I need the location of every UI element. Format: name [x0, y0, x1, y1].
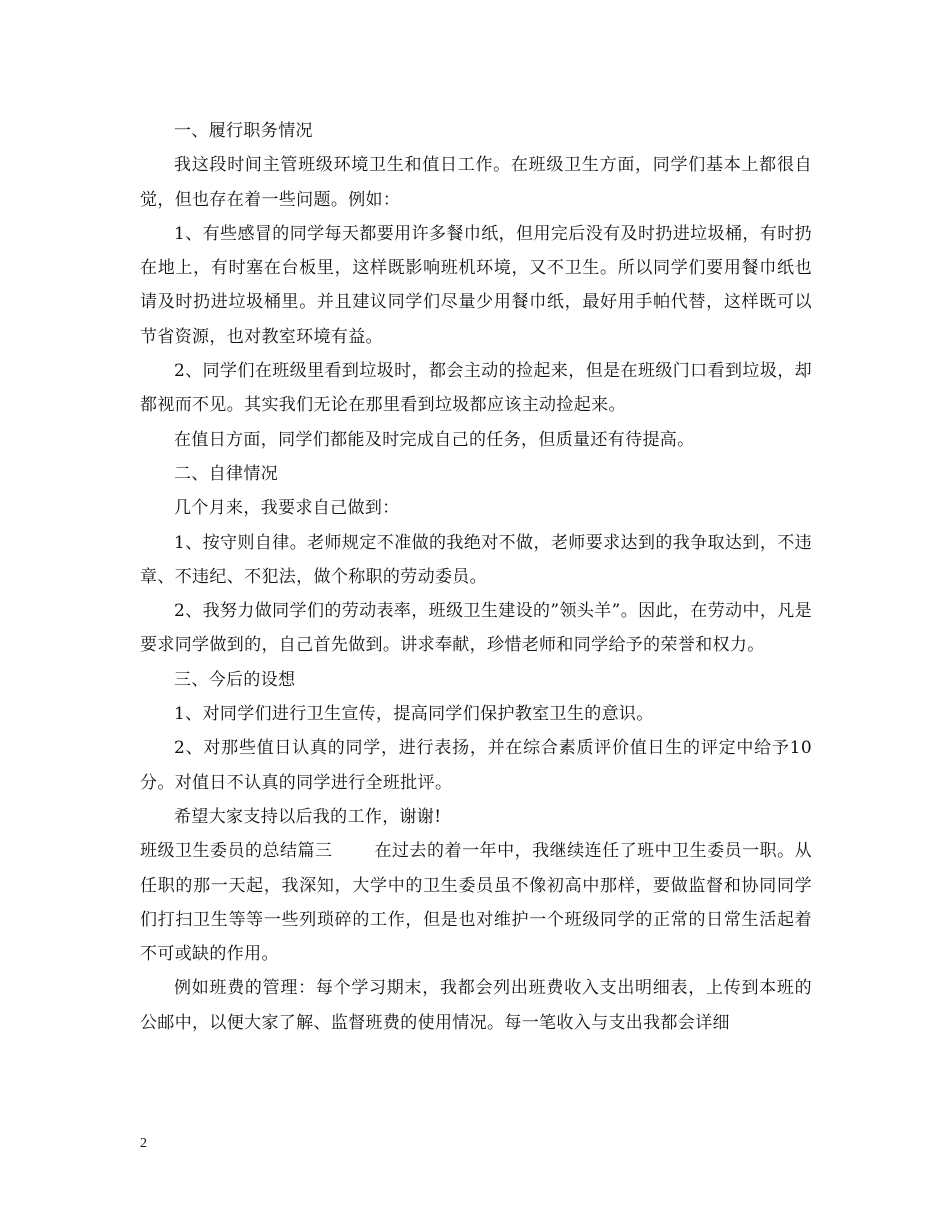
section3-text: 在过去的着一年中，我继续连任了班中卫生委员一职。从任职的那一天起，我深知，大学中的卫生委员虽不像初高中那样，要做监督和协同同学们打扫卫生等等一些列琐碎的工作，但是也对维护一个班级同学的正常的日常生活起着不可或缺的作用。 [140, 841, 812, 965]
paragraph: 一、履行职务情况 [174, 121, 313, 141]
section3-paragraph [140, 834, 812, 971]
document-body [140, 114, 812, 1040]
paragraph: 三、今后的设想 [174, 669, 296, 690]
last-paragraph: 例如班费的管理：每个学习期末，我都会列出班费收入支出明细表，上传到本班的公邮中，以便大家了解、监督班费的使用情况。每一笔收入与支出我都会详细 [140, 978, 812, 1033]
paragraph: 2、我努力做同学们的劳动表率，班级卫生建设的”领头羊”。因此，在劳动中，凡是要求同学做到的，自己首先做到。讲求奉献，珍惜老师和同学给予的荣誉和权力。 [140, 601, 812, 656]
paragraph: 希望大家支持以后我的工作，谢谢! [174, 806, 442, 827]
paragraph: 几个月来，我要求自己做到： [174, 498, 400, 519]
paragraph: 1、按守则自律。老师规定不准做的我绝对不做，老师要求达到的我争取达到，不违章、不违纪、不犯法，做个称职的劳动委员。 [140, 532, 812, 587]
paragraph: 二、自律情况 [174, 463, 279, 484]
section3-heading: 班级卫生委员的总结篇三 [140, 841, 333, 862]
paragraph: 2、同学们在班级里看到垃圾时，都会主动的捡起来，但是在班级门口看到垃圾，却都视而不见。其实我们无论在那里看到垃圾都应该主动捡起来。 [140, 361, 812, 416]
paragraph: 2、对那些值日认真的同学，进行表扬，并在综合素质评价值日生的评定中给予10分。对值日不认真的同学进行全班批评。 [140, 738, 812, 793]
paragraph: 1、对同学们进行卫生宣传，提高同学们保护教室卫生的意识。 [174, 704, 654, 725]
page-number: 2 [140, 1136, 147, 1151]
paragraph: 我这段时间主管班级环境卫生和值日工作。在班级卫生方面，同学们基本上都很自觉，但也存在着一些问题。例如： [140, 155, 812, 210]
paragraph: 1、有些感冒的同学每天都要用许多餐巾纸，但用完后没有及时扔进垃圾桶，有时扔在地上，有时塞在台板里，这样既影响班机环境，又不卫生。所以同学们要用餐巾纸也请及时扔进垃圾桶里。并且建议同学们尽量少用餐巾纸，最好用手帕代替，这样既可以节省资源，也对教室环境有益。 [140, 223, 812, 347]
paragraph: 在值日方面，同学们都能及时完成自己的任务，但质量还有待提高。 [174, 429, 695, 450]
paragraph-list [140, 114, 812, 834]
